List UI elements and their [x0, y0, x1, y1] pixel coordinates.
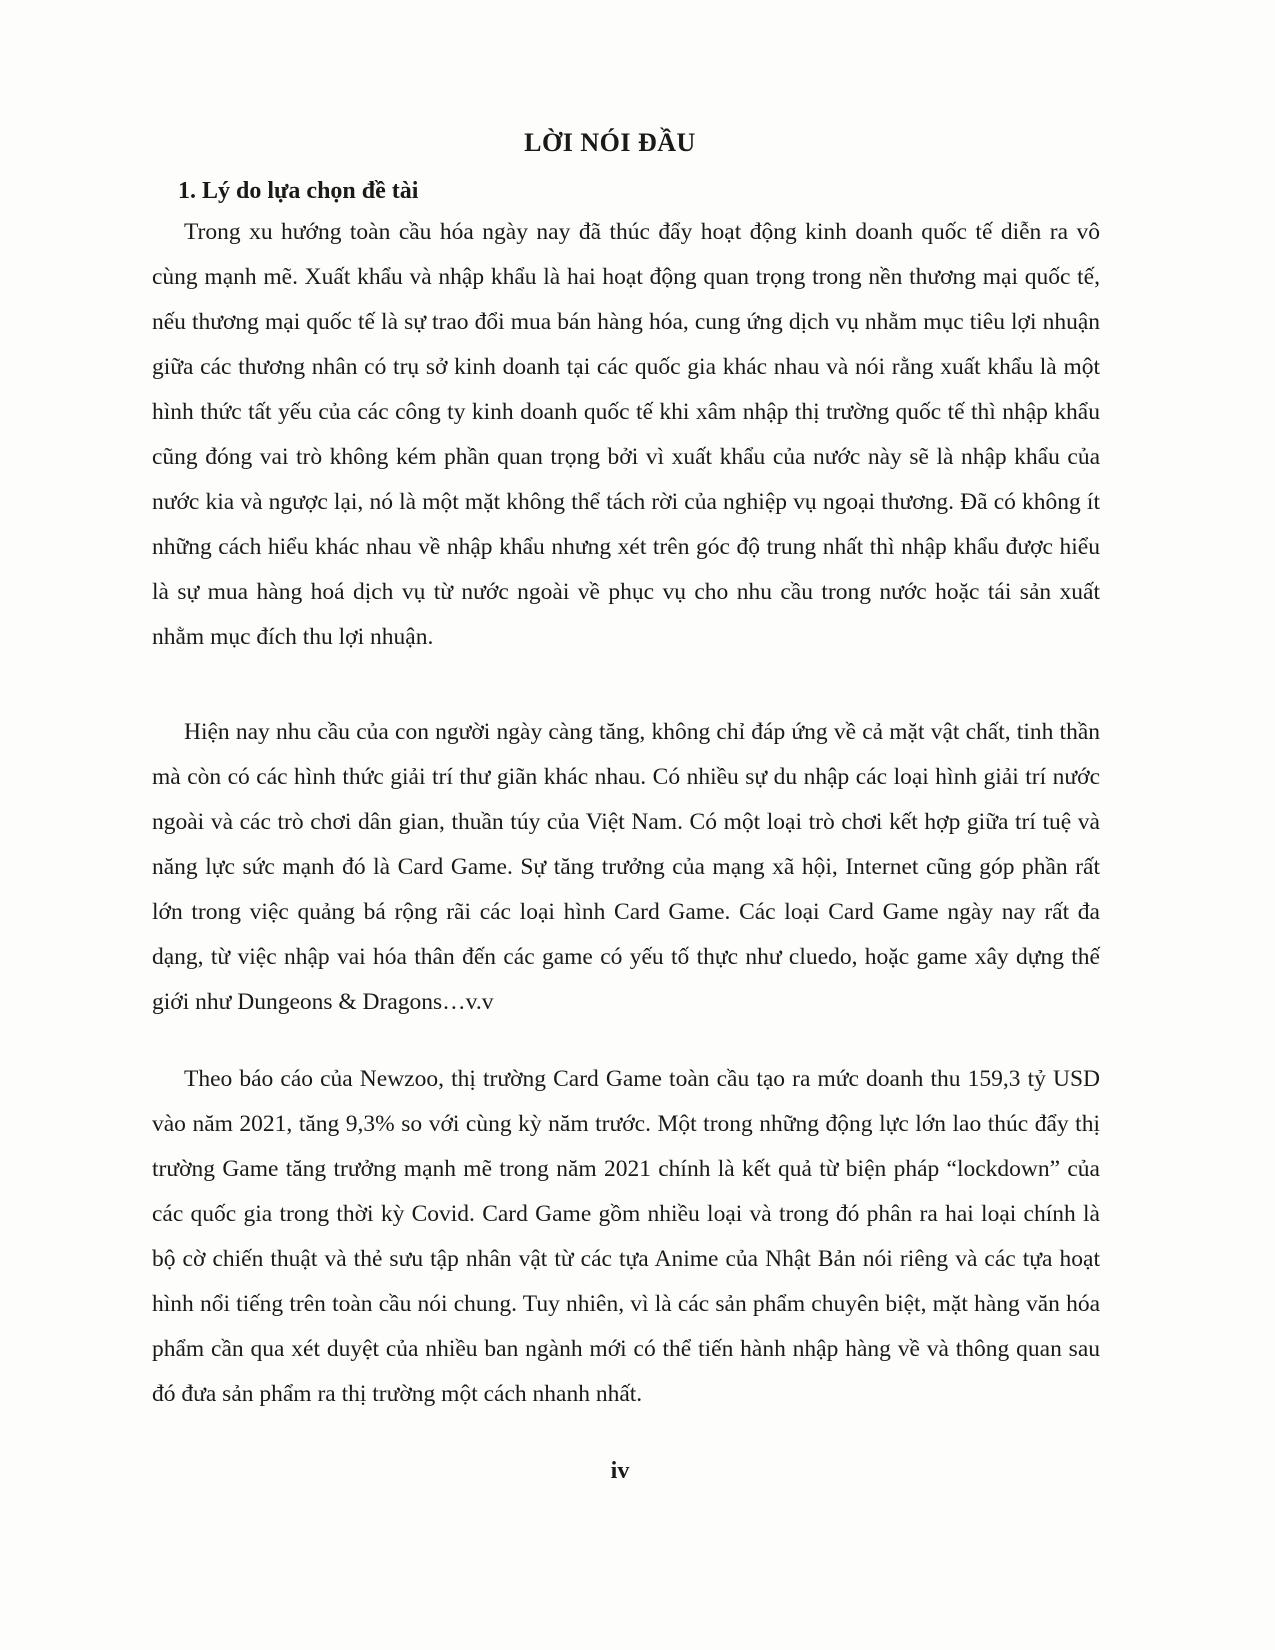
- page-title: LỜI NÓI ĐẦU: [524, 128, 696, 157]
- page-number: iv: [610, 1458, 630, 1484]
- paragraph-market-report: Theo báo cáo của Newzoo, thị trường Card Game toàn cầu tạo ra mức doanh thu 159,3 tỷ USD vào năm 2021, tăng 9,3% so với cùng kỳ năm trước. Một trong những động lực lớn lao thúc đẩy thị trường Game tăng trưởng mạnh mẽ trong năm 2021 chính là kết quả từ biện pháp “lockdown” của các quốc gia trong thời kỳ Covid. Card Game gồm nhiều loại và trong đó phân ra hai loại chính là bộ cờ chiến thuật và thẻ sưu tập nhân vật từ các tựa Anime của Nhật Bản nói riêng và các tựa hoạt hình nổi tiếng trên toàn cầu nói chung. Tuy nhiên, vì là các sản phẩm chuyên biệt, mặt hàng văn hóa phẩm cần qua xét duyệt của nhiều ban ngành mới có thể tiến hành nhập hàng về và thông quan sau đó đưa sản phẩm ra thị trường một cách nhanh nhất.: [152, 1066, 1100, 1407]
- section-heading: 1. Lý do lựa chọn đề tài: [178, 178, 419, 204]
- paragraph-entertainment-needs: Hiện nay nhu cầu của con người ngày càng tăng, không chỉ đáp ứng về cả mặt vật chất, tinh thần mà còn có các hình thức giải trí thư giãn khác nhau. Có nhiều sự du nhập các loại hình giải trí nước ngoài và các trò chơi dân gian, thuần túy của Việt Nam. Có một loại trò chơi kết hợp giữa trí tuệ và năng lực sức mạnh đó là Card Game. Sự tăng trưởng của mạng xã hội, Internet cũng góp phần rất lớn trong việc quảng bá rộng rãi các loại hình Card Game. Các loại Card Game ngày nay rất đa dạng, từ việc nhập vai hóa thân đến các game có yếu tố thực như cluedo, hoặc game xây dựng thế giới như Dungeons & Dragons…v.v: [152, 719, 1100, 1015]
- paragraph-reasons-import: Trong xu hướng toàn cầu hóa ngày nay đã thúc đẩy hoạt động kinh doanh quốc tế diễn ra vô cùng mạnh mẽ. Xuất khẩu và nhập khẩu là hai hoạt động quan trọng trong nền thương mại quốc tế, nếu thương mại quốc tế là sự trao đổi mua bán hàng hóa, cung ứng dịch vụ nhằm mục tiêu lợi nhuận giữa các thương nhân có trụ sở kinh doanh tại các quốc gia khác nhau và nói rằng xuất khẩu là một hình thức tất yếu của các công ty kinh doanh quốc tế khi xâm nhập thị trường quốc tế thì nhập khẩu cũng đóng vai trò không kém phần quan trọng bởi vì xuất khẩu của nước này sẽ là nhập khẩu của nước kia và ngược lại, nó là một mặt không thể tách rời của nghiệp vụ ngoại thương. Đã có không ít những cách hiểu khác nhau về nhập khẩu nhưng xét trên góc độ trung nhất thì nhập khẩu được hiểu là sự mua hàng hoá dịch vụ từ nước ngoài về phục vụ cho nhu cầu trong nước hoặc tái sản xuất nhằm mục đích thu lợi nhuận.: [152, 219, 1100, 650]
